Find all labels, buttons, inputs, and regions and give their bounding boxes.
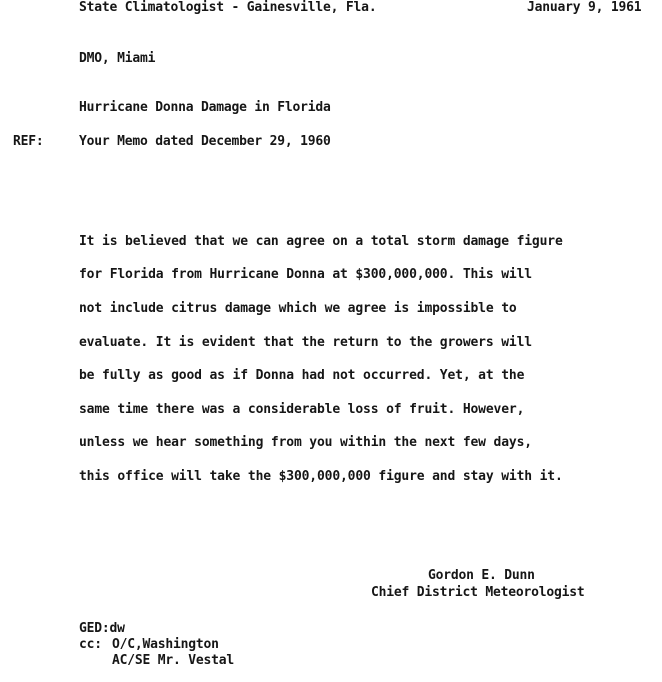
cc-recipient: AC/SE Mr. Vestal: [112, 653, 235, 668]
body-line: for Florida from Hurricane Donna at $300,000,000. This will: [79, 267, 532, 282]
signature-name: Gordon E. Dunn: [428, 568, 535, 583]
memo-date: January 9, 1961: [527, 0, 642, 15]
sender-line: State Climatologist - Gainesville, Fla.: [79, 0, 377, 15]
body-line: unless we hear something from you within the next few days,: [79, 435, 532, 450]
body-line: be fully as good as if Donna had not occurred. Yet, at the: [79, 368, 525, 383]
subject-line: Hurricane Donna Damage in Florida: [79, 100, 331, 115]
body-line: evaluate. It is evident that the return to the growers will: [79, 335, 532, 350]
body-line: this office will take the $300,000,000 figure and stay with it.: [79, 469, 563, 484]
body-line: same time there was a considerable loss of fruit. However,: [79, 402, 525, 417]
body-line: not include citrus damage which we agree is impossible to: [79, 301, 517, 316]
addressee: DMO, Miami: [79, 51, 156, 66]
signature-title: Chief District Meteorologist: [371, 585, 585, 600]
cc-label: cc:: [79, 637, 102, 652]
reference-initials: GED:dw: [79, 621, 125, 636]
body-line: It is believed that we can agree on a total storm damage figure: [79, 234, 563, 249]
ref-text: Your Memo dated December 29, 1960: [79, 134, 331, 149]
cc-recipient: O/C,Washington: [112, 637, 219, 652]
ref-label: REF:: [13, 134, 44, 149]
